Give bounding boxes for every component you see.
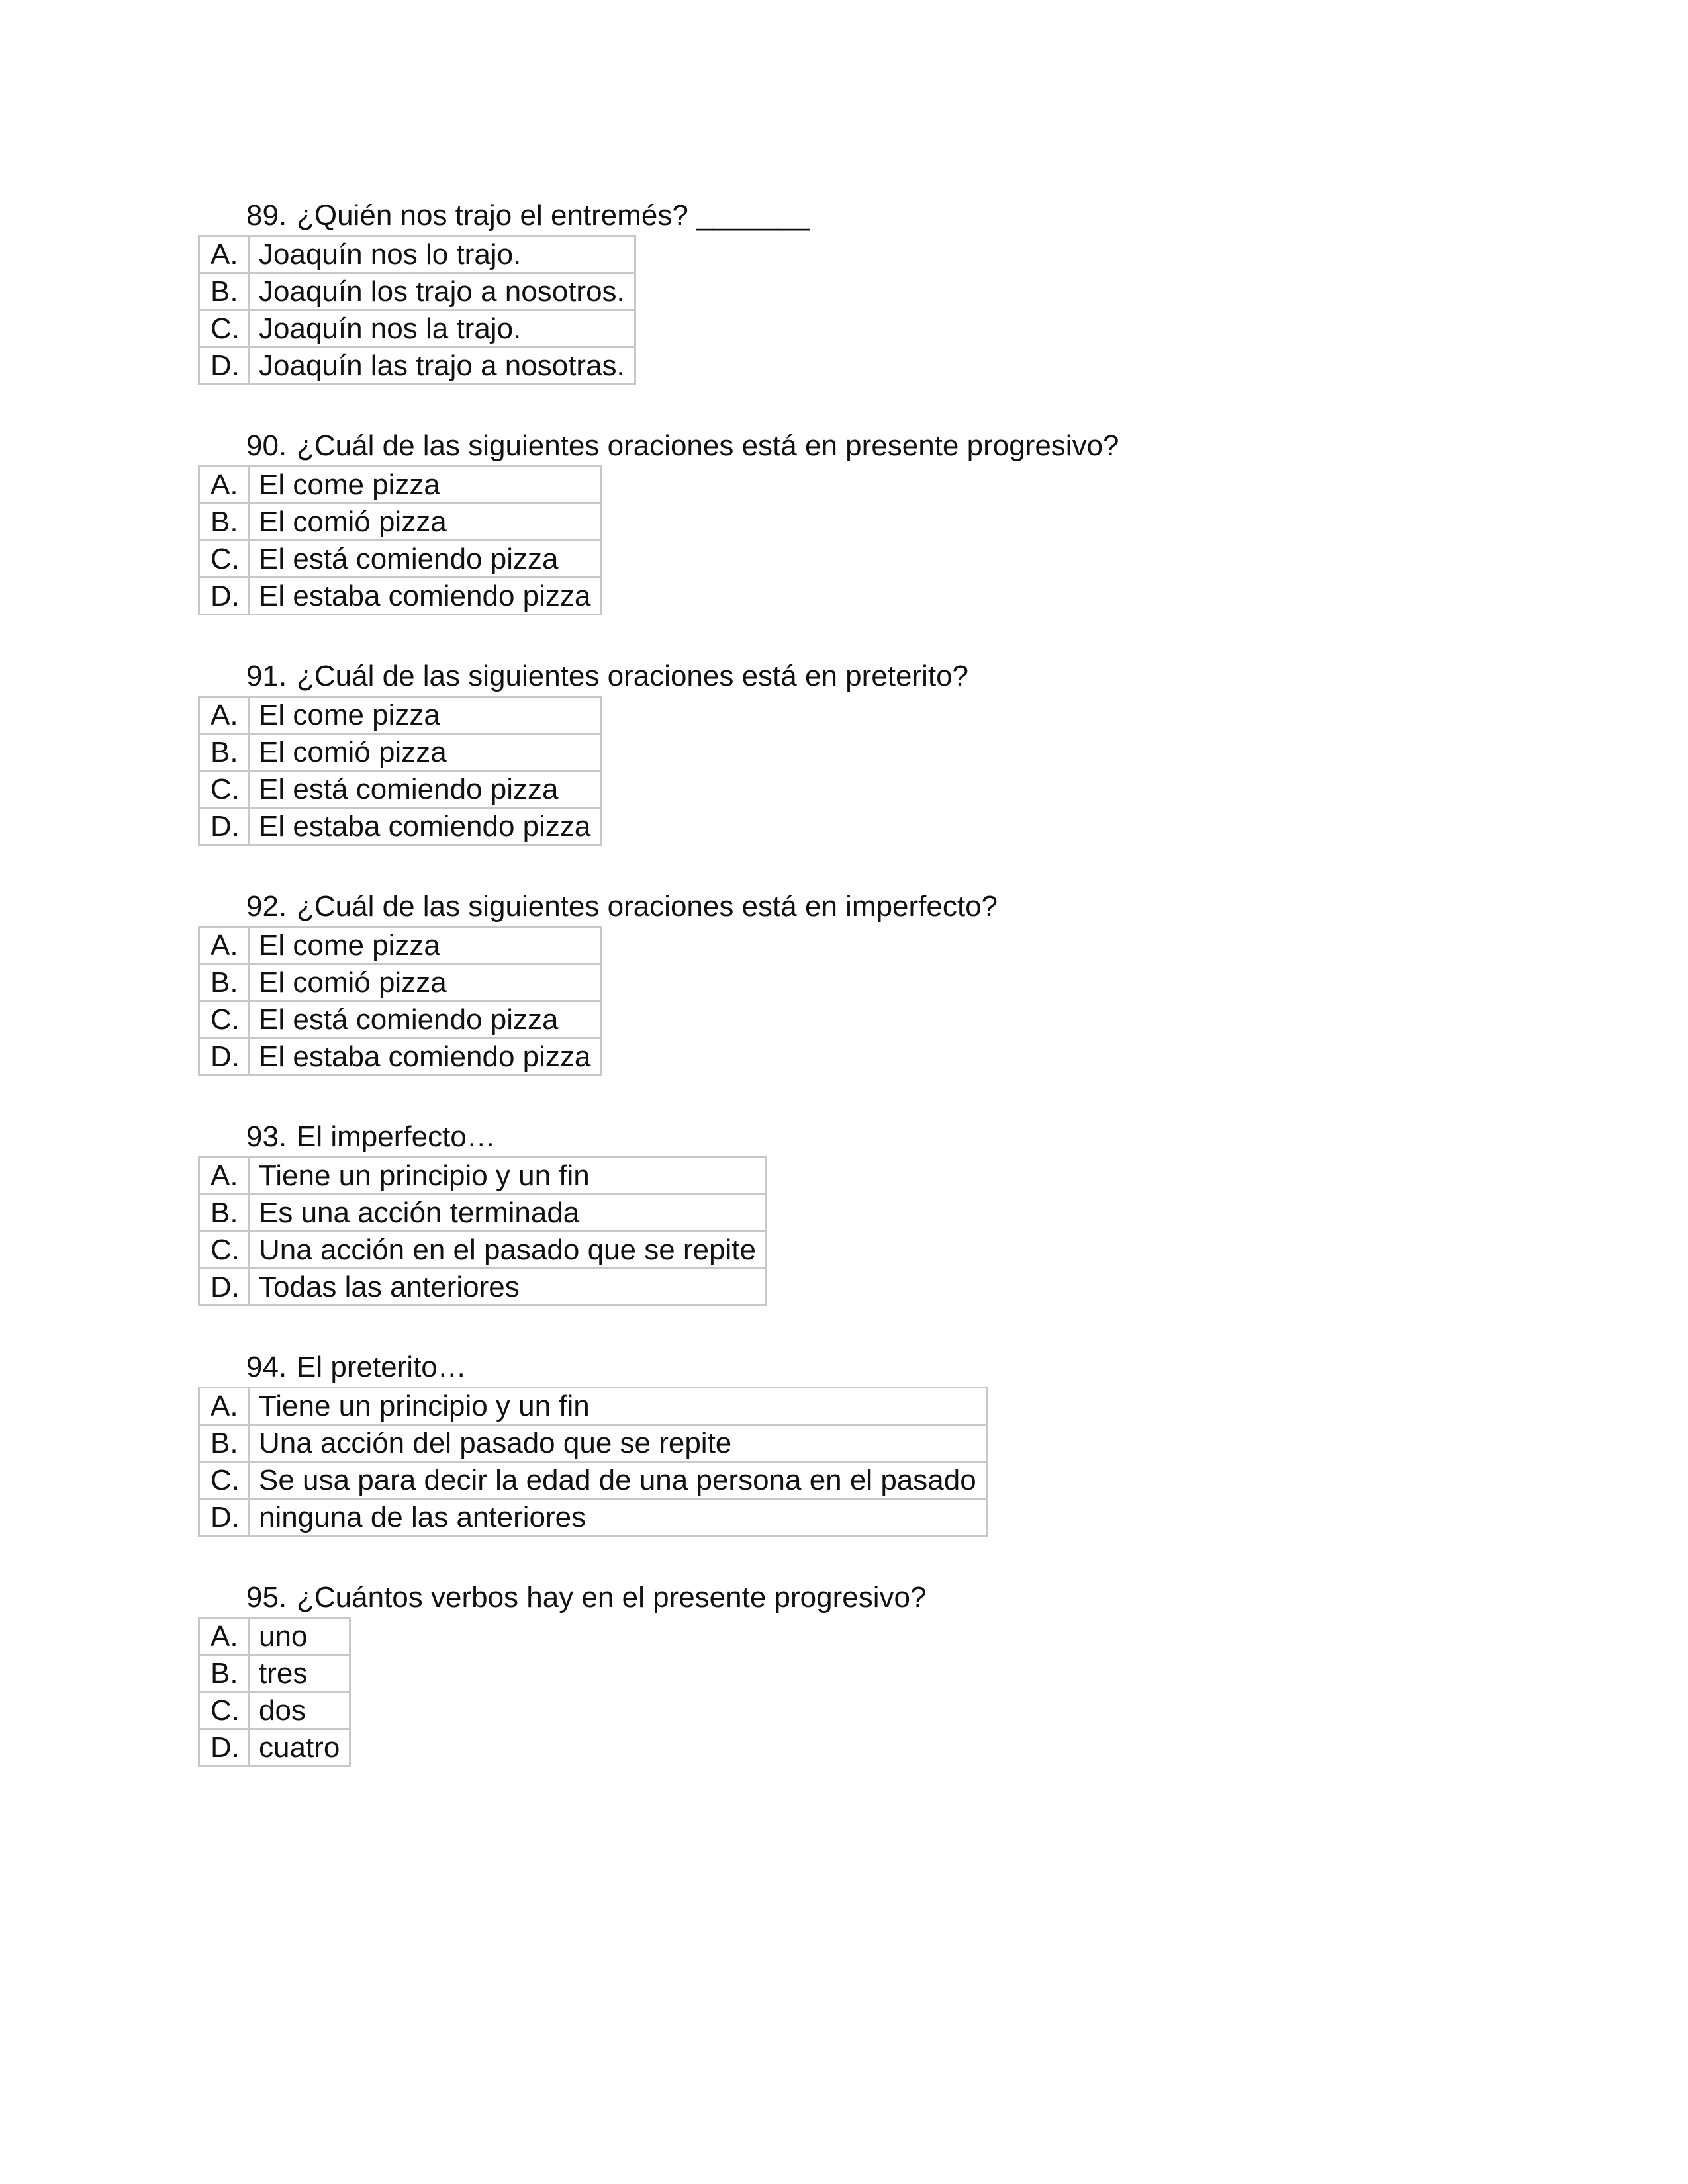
option-row[interactable] — [199, 467, 601, 504]
question-title — [246, 1348, 467, 1387]
option-row[interactable] — [199, 1655, 350, 1692]
option-row[interactable] — [199, 1462, 987, 1499]
option-letter: C. — [199, 1001, 249, 1038]
option-letter: D. — [199, 1269, 249, 1306]
option-text: El comió pizza — [249, 734, 601, 771]
question-number: 92. — [246, 890, 287, 923]
options-table — [198, 696, 602, 846]
question-number: 89. — [246, 199, 287, 232]
question-number: 95. — [246, 1581, 287, 1614]
option-text: El come pizza — [249, 927, 601, 964]
option-row[interactable] — [199, 273, 635, 310]
option-letter: A. — [199, 467, 249, 504]
option-row[interactable] — [199, 541, 601, 578]
option-letter: D. — [199, 1038, 249, 1075]
option-text: Es una acción terminada — [249, 1195, 767, 1232]
option-letter: C. — [199, 541, 249, 578]
option-letter: A. — [199, 927, 249, 964]
question-number: 93. — [246, 1120, 287, 1153]
option-row[interactable] — [199, 771, 601, 808]
option-letter: B. — [199, 734, 249, 771]
option-row[interactable] — [199, 964, 601, 1001]
option-letter: B. — [199, 1425, 249, 1462]
options-table — [198, 1387, 988, 1537]
option-letter: D. — [199, 1729, 249, 1766]
options-table — [198, 926, 602, 1076]
option-row[interactable] — [199, 1499, 987, 1536]
option-text: El estaba comiendo pizza — [249, 1038, 601, 1075]
option-letter: A. — [199, 1158, 249, 1195]
question-text: El preterito… — [297, 1351, 467, 1383]
option-text: El está comiendo pizza — [249, 771, 601, 808]
option-letter: C. — [199, 310, 249, 347]
option-letter: A. — [199, 697, 249, 734]
question-title — [246, 1118, 496, 1156]
option-row[interactable] — [199, 1618, 350, 1655]
option-letter: D. — [199, 347, 249, 385]
option-letter: B. — [199, 1655, 249, 1692]
option-text: Joaquín los trajo a nosotros. — [249, 273, 635, 310]
question-text: ¿Quién nos trajo el entremés? _______ — [297, 199, 810, 232]
question-title — [246, 1578, 926, 1617]
option-row[interactable] — [199, 1038, 601, 1075]
option-row[interactable] — [199, 1425, 987, 1462]
question-number: 91. — [246, 660, 287, 692]
option-row[interactable] — [199, 310, 635, 347]
question-title — [246, 427, 1119, 465]
option-row[interactable] — [199, 808, 601, 845]
question-text: ¿Cuál de las siguientes oraciones está en presente progresivo? — [297, 430, 1119, 462]
option-text: El estaba comiendo pizza — [249, 578, 601, 615]
question-title — [246, 197, 810, 235]
option-row[interactable] — [199, 1158, 767, 1195]
option-text: Joaquín nos la trajo. — [249, 310, 635, 347]
question-text: ¿Cuántos verbos hay en el presente progresivo? — [297, 1581, 927, 1614]
option-text: Una acción del pasado que se repite — [249, 1425, 987, 1462]
option-row[interactable] — [199, 734, 601, 771]
option-letter: C. — [199, 1692, 249, 1729]
option-letter: D. — [199, 808, 249, 845]
options-table — [198, 235, 636, 385]
question-text: ¿Cuál de las siguientes oraciones está en imperfecto? — [297, 890, 998, 923]
option-letter: C. — [199, 1232, 249, 1269]
question-title — [246, 887, 998, 926]
question-text: El imperfecto… — [297, 1120, 496, 1153]
option-letter: C. — [199, 1462, 249, 1499]
option-row[interactable] — [199, 1692, 350, 1729]
option-text: Tiene un principio y un fin — [249, 1158, 767, 1195]
option-text: El estaba comiendo pizza — [249, 808, 601, 845]
option-text: Se usa para decir la edad de una persona en el pasado — [249, 1462, 987, 1499]
option-row[interactable] — [199, 927, 601, 964]
option-row[interactable] — [199, 1388, 987, 1425]
option-text: El come pizza — [249, 467, 601, 504]
question-text: ¿Cuál de las siguientes oraciones está en preterito? — [297, 660, 969, 692]
option-letter: B. — [199, 1195, 249, 1232]
option-text: El está comiendo pizza — [249, 1001, 601, 1038]
option-letter: A. — [199, 1618, 249, 1655]
option-letter: D. — [199, 578, 249, 615]
option-text: El come pizza — [249, 697, 601, 734]
option-row[interactable] — [199, 697, 601, 734]
option-row[interactable] — [199, 1195, 767, 1232]
option-row[interactable] — [199, 1729, 350, 1766]
option-row[interactable] — [199, 1001, 601, 1038]
option-text: El comió pizza — [249, 504, 601, 541]
option-text: ninguna de las anteriores — [249, 1499, 987, 1536]
option-text: cuatro — [249, 1729, 350, 1766]
option-letter: A. — [199, 1388, 249, 1425]
option-letter: B. — [199, 964, 249, 1001]
option-text: Tiene un principio y un fin — [249, 1388, 987, 1425]
option-letter: A. — [199, 236, 249, 273]
option-text: Una acción en el pasado que se repite — [249, 1232, 767, 1269]
option-letter: C. — [199, 771, 249, 808]
option-letter: B. — [199, 504, 249, 541]
option-text: uno — [249, 1618, 350, 1655]
question-title — [246, 657, 968, 696]
option-text: Todas las anteriores — [249, 1269, 767, 1306]
option-row[interactable] — [199, 1269, 767, 1306]
option-row[interactable] — [199, 236, 635, 273]
option-row[interactable] — [199, 347, 635, 385]
option-row[interactable] — [199, 504, 601, 541]
option-letter: D. — [199, 1499, 249, 1536]
option-text: Joaquín las trajo a nosotras. — [249, 347, 635, 385]
option-text: El está comiendo pizza — [249, 541, 601, 578]
options-table — [198, 1156, 767, 1306]
option-text: Joaquín nos lo trajo. — [249, 236, 635, 273]
options-table — [198, 1617, 351, 1767]
question-number: 90. — [246, 430, 287, 462]
option-row[interactable] — [199, 578, 601, 615]
option-text: tres — [249, 1655, 350, 1692]
question-number: 94. — [246, 1351, 287, 1383]
option-row[interactable] — [199, 1232, 767, 1269]
option-text: dos — [249, 1692, 350, 1729]
option-text: El comió pizza — [249, 964, 601, 1001]
options-table — [198, 465, 602, 615]
option-letter: B. — [199, 273, 249, 310]
